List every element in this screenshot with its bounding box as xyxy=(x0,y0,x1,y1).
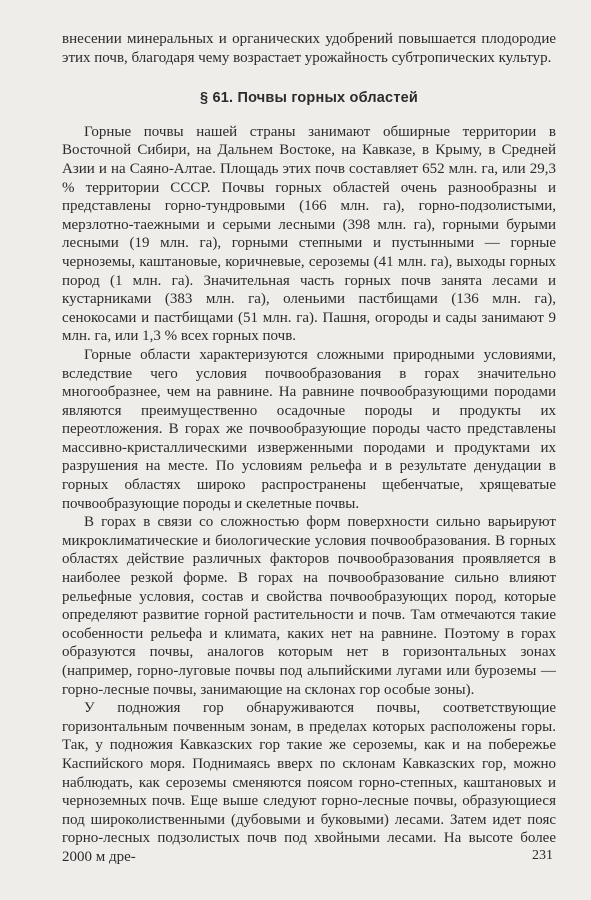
text-block xyxy=(62,30,556,867)
paragraph-2: Горные области характеризуются сложными природными условиями, вследствие чего условия почвообразования в горах значительно многообразнее, чем на равнине. На равнине почвообразующими породами являются преимущественно осадочные породы и продукты их переотложения. В горах же почвообразующие породы часто представлены массивно-кристаллическими изверженными породами и продуктами их разрушения на месте. По условиям рельефа и в результате денудации в горных областях широко распространены щебенчатые, хрящеватые почвообразующие породы и скелетные почвы. xyxy=(62,346,556,512)
section-title: § 61. Почвы горных областей xyxy=(199,90,418,107)
paragraph-1: Горные почвы нашей страны занимают обширные территории в Восточной Сибири, на Дальнем Востоке, на Кавказе, в Крыму, в Средней Азии и на Саяно-Алтае. Площадь этих почв составляет 652 млн. га, или 29,3 % территории СССР. Почвы горных областей очень разнообразны и представлены горно-тундровыми (166 млн. га), горно-подзолистыми, мерзлотно-таежными и серыми лесными (398 млн. га), горными бурыми лесными (19 млн. га), горными степными и пустынными — горные черноземы, каштановые, коричневые, сероземы (41 млн. га), выходы горных пород (1 млн. га). Значительная часть горных почв занята лесами и кустарниками (383 млн. га), оленьими пастбищами (136 млн. га), сенокосами и пастбищами (51 млн. га). Пашня, огороды и сады занимают 9 млн. га, или 1,3 % всех горных почв. xyxy=(62,123,556,345)
paragraph-3: В горах в связи со сложностью форм поверхности сильно варьируют микроклиматические и биологические условия почвообразования. В горных областях действие различных факторов почвообразования проявляется в наиболее резкой форме. В горах на почвообразование сильно влияют рельефные условия, состав и свойства почвообразующих пород, которые определяют развитие горной растительности и почв. Там отмечаются такие особенности рельефа и климата, каких нет на равнине. Поэтому в горах образуются почвы, аналогов которым нет в горизонтальных зонах (например, горно-луговые почвы под альпийскими лугами или буроземы — горно-лесные почвы, занимающие на склонах гор особые зоны). xyxy=(62,514,556,698)
paragraph-4: У подножия гор обнаруживаются почвы, соответствующие горизонтальным почвенным зонам, в пределах которых расположены горы. Так, у подножия Кавказских гор такие же сероземы, как и на побережье Каспийского моря. Поднимаясь вверх по склонам Кавказских гор, можно наблюдать, как сероземы сменяются поясом горно-степных, каштановых и черноземных почв. Еще выше следуют горно-лесные почвы, образующиеся под широколиственными (дубовыми и буковыми) лесами. Затем идет пояс горно-лесных подзолистых почв под хвойными лесами. На высоте более 2000 м дре- xyxy=(62,700,556,865)
intro-paragraph: внесении минеральных и органических удобрений повышается плодородие этих почв, благодаря чему возрастает урожайность субтропических культур. xyxy=(62,31,556,66)
page-number: 231 xyxy=(532,848,553,863)
